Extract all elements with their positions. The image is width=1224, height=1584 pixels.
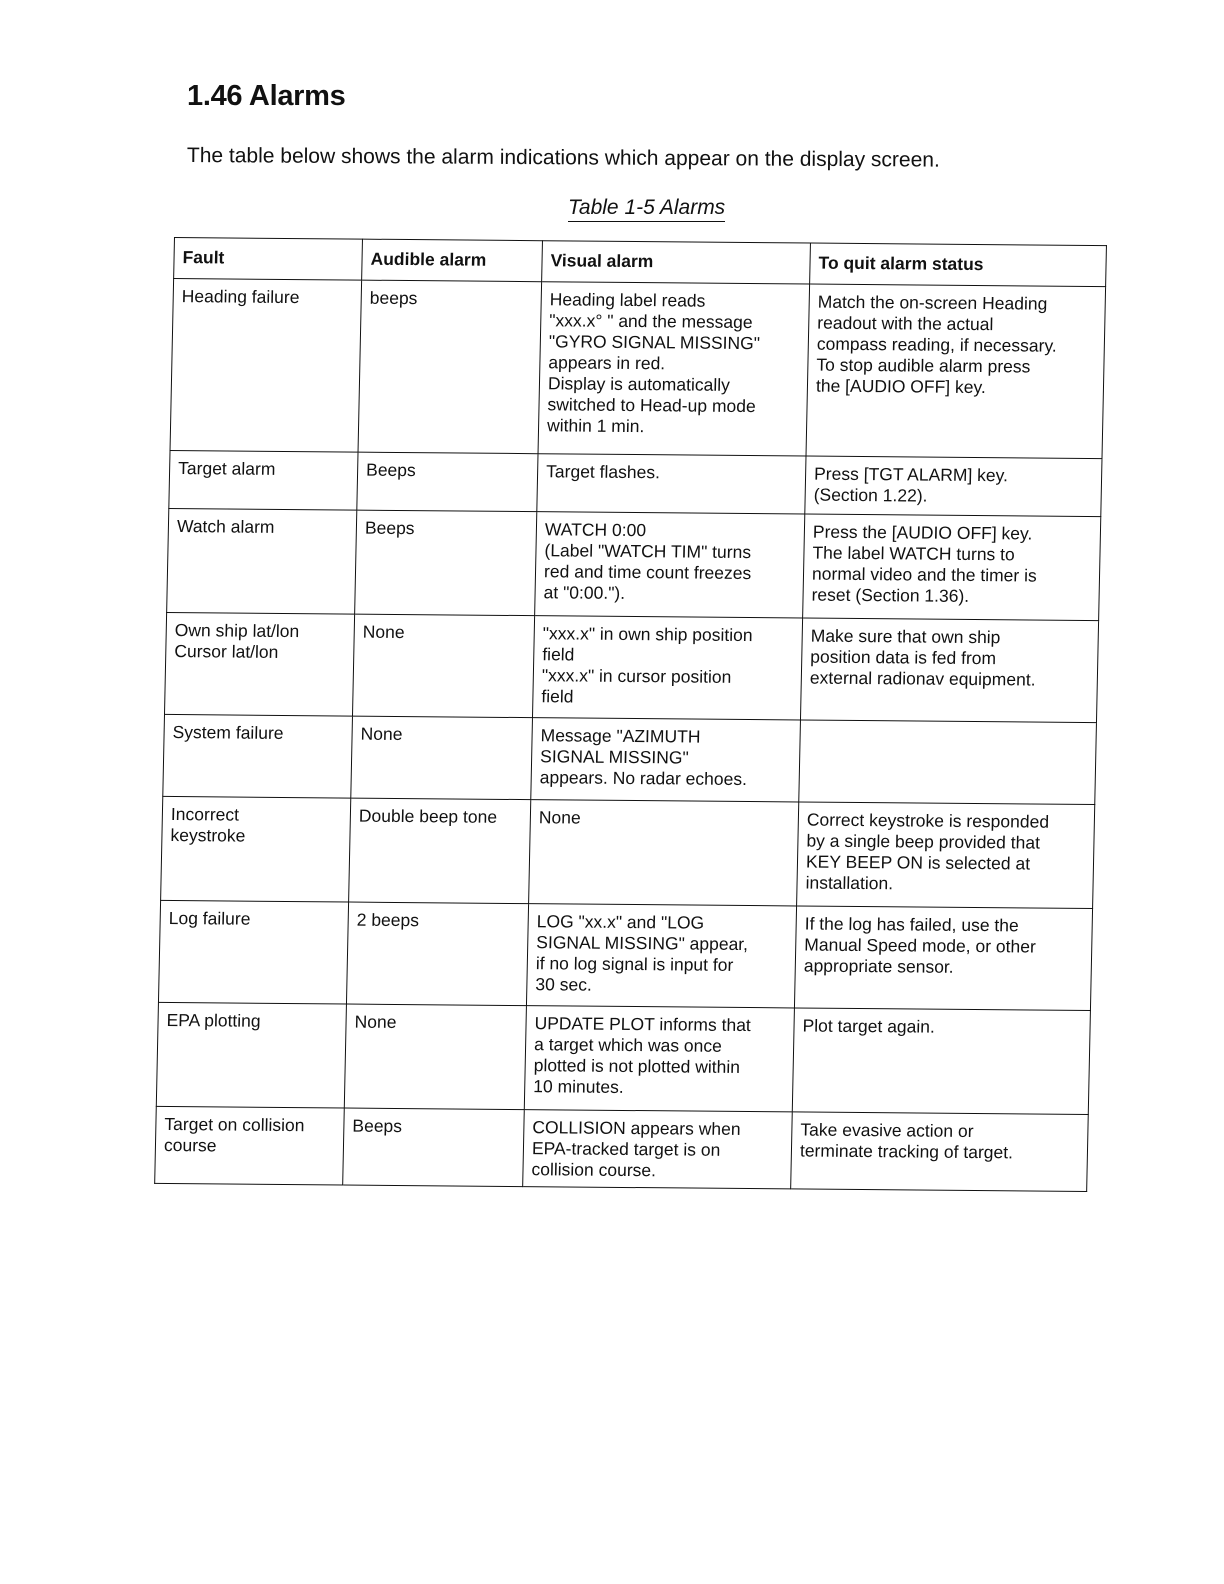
cell-quit: Press [TGT ALARM] key. (Section 1.22). bbox=[805, 456, 1102, 517]
header-fault: Fault bbox=[174, 238, 363, 281]
cell-fault: System failure bbox=[163, 714, 353, 798]
cell-audible: None bbox=[351, 716, 533, 800]
table-row bbox=[163, 714, 1097, 804]
header-visual-alarm: Visual alarm bbox=[542, 241, 811, 284]
cell-fault: Incorrect keystroke bbox=[161, 796, 351, 902]
page-title: 1.46 Alarms bbox=[187, 80, 346, 112]
cell-fault: Target alarm bbox=[169, 450, 358, 510]
cell-audible: 2 beeps bbox=[346, 902, 528, 1006]
cell-fault: Watch alarm bbox=[167, 508, 357, 614]
cell-quit bbox=[799, 720, 1097, 805]
header-quit-alarm-status: To quit alarm status bbox=[810, 243, 1107, 287]
table-row bbox=[156, 1002, 1090, 1114]
cell-fault: Target on collision course bbox=[155, 1106, 345, 1185]
alarms-table bbox=[154, 237, 1107, 1192]
cell-quit: If the log has failed, use the Manual Speed mode, or other appropriate sensor. bbox=[794, 906, 1092, 1011]
cell-fault: Own ship lat/lon Cursor lat/lon bbox=[164, 612, 354, 716]
table-row bbox=[170, 278, 1106, 458]
cell-fault: Heading failure bbox=[170, 278, 362, 452]
cell-visual: UPDATE PLOT informs that a target which was once plotted is not plotted within 10 minutes. bbox=[524, 1006, 794, 1112]
cell-visual: "xxx.x" in own ship position field "xxx.x" in cursor position field bbox=[532, 616, 802, 720]
cell-quit: Correct keystroke is responded by a single beep provided that KEY BEEP ON is selected at installation. bbox=[797, 802, 1095, 909]
cell-audible: Beeps bbox=[357, 452, 538, 512]
cell-audible: Beeps bbox=[343, 1108, 525, 1187]
intro-paragraph: The table below shows the alarm indications which appear on the display screen. bbox=[186, 144, 940, 172]
cell-audible: None bbox=[344, 1004, 526, 1110]
table-row bbox=[161, 796, 1095, 908]
cell-visual: Heading label reads "xxx.x° " and the message "GYRO SIGNAL MISSING" appears in red. Display is automatically switched to Head-up mode within 1 min. bbox=[538, 282, 810, 456]
cell-visual: None bbox=[529, 800, 799, 906]
cell-audible: Beeps bbox=[355, 510, 537, 616]
cell-visual: COLLISION appears when EPA-tracked target is on collision course. bbox=[523, 1110, 793, 1189]
cell-fault: EPA plotting bbox=[156, 1002, 346, 1108]
cell-quit: Plot target again. bbox=[792, 1008, 1090, 1115]
cell-quit: Press the [AUDIO OFF] key. The label WATCH turns to normal video and the timer is reset (Section 1.36). bbox=[803, 514, 1101, 621]
cell-fault: Log failure bbox=[158, 900, 348, 1004]
cell-audible: None bbox=[352, 614, 534, 718]
cell-quit: Take evasive action or terminate tracking of target. bbox=[791, 1112, 1089, 1192]
table-row bbox=[167, 508, 1101, 620]
table-row bbox=[158, 900, 1092, 1010]
cell-quit: Make sure that own ship position data is fed from external radionav equipment. bbox=[800, 618, 1098, 723]
header-audible-alarm: Audible alarm bbox=[362, 239, 543, 282]
cell-visual: Target flashes. bbox=[537, 454, 806, 514]
cell-audible: Double beep tone bbox=[349, 798, 531, 904]
cell-visual: WATCH 0:00 (Label "WATCH TIM" turns red and time count freezes at "0:00."). bbox=[535, 512, 805, 618]
table-row bbox=[155, 1106, 1089, 1191]
cell-quit: Match the on-screen Heading readout with the actual compass reading, if necessary. To stop audible alarm press the [AUDIO OFF] key. bbox=[806, 284, 1106, 459]
table-row bbox=[169, 450, 1102, 516]
cell-visual: Message "AZIMUTH SIGNAL MISSING" appears. No radar echoes. bbox=[531, 718, 801, 802]
table-caption: Table 1-5 Alarms bbox=[568, 196, 725, 222]
table-row bbox=[164, 612, 1098, 722]
cell-visual: LOG "xx.x" and "LOG SIGNAL MISSING" appear, if no log signal is input for 30 sec. bbox=[526, 904, 796, 1008]
cell-audible: beeps bbox=[358, 280, 542, 454]
